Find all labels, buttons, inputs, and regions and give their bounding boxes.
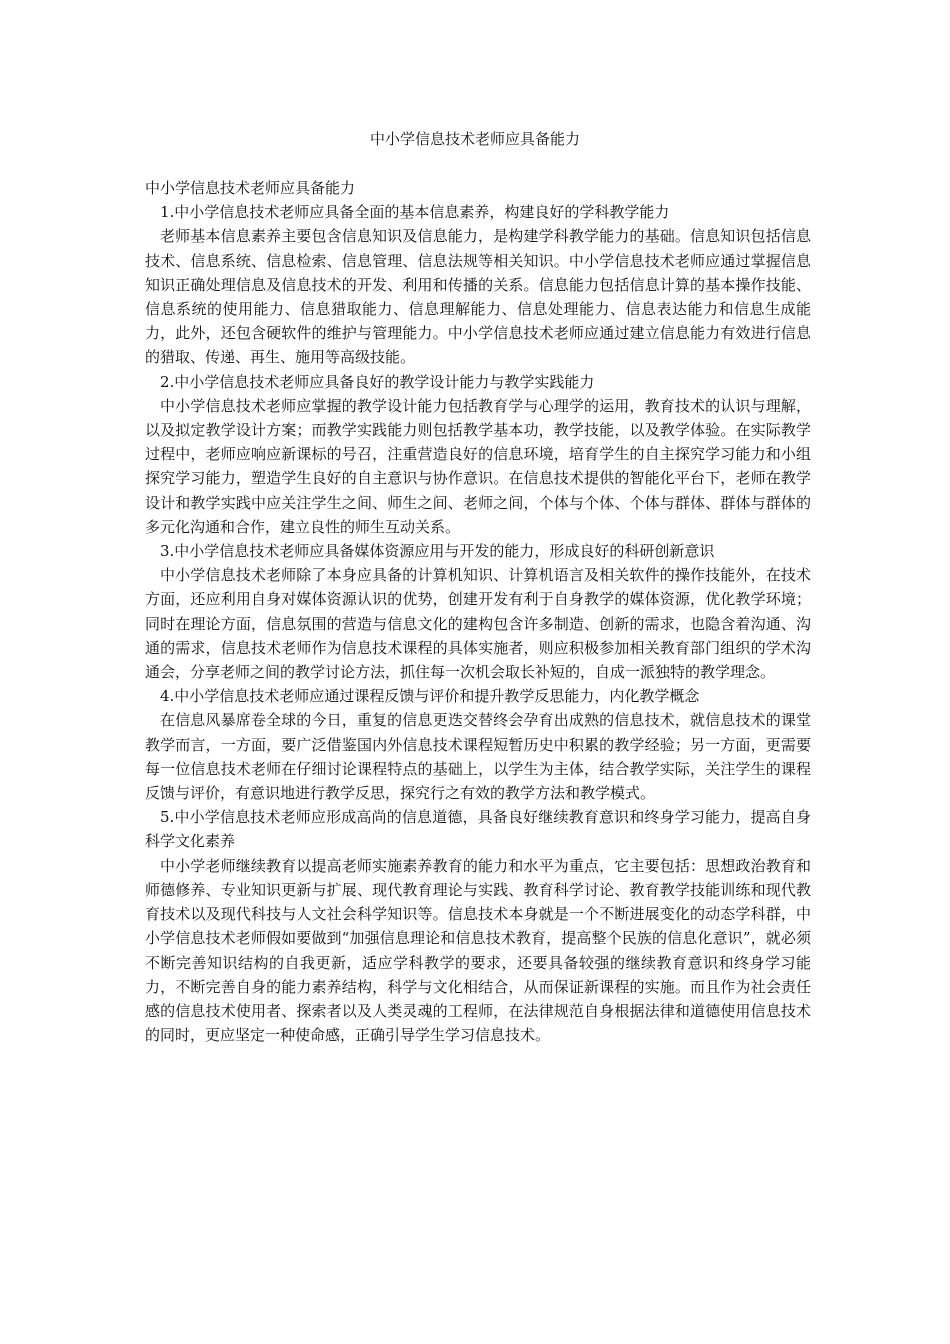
section-4-heading: 4.中小学信息技术老师应通过课程反馈与评价和提升教学反思能力，内化教学概念 — [160, 687, 700, 706]
section-4-body: 在信息风暴席卷全球的今日，重复的信息更迭交替终会孕育出成熟的信息技术，就信息技术的课堂教学而言，一方面，要广泛借鉴国内外信息技术课程短暂历史中积累的教学经验；另一方面，更需要每一位信息技术老师在仔细讨论课程特点的基础上，以学生为主体，结合教学实际，关注学生的课程反馈与评价，有意识地进行教学反思，探究行之有效的教学方法和教学模式。 — [145, 711, 811, 803]
document-title: 中小学信息技术老师应具备能力 — [369, 130, 580, 148]
section-2-heading: 2.中小学信息技术老师应具备良好的教学设计能力与教学实践能力 — [160, 372, 595, 391]
section-2-body: 中小学信息技术老师应掌握的教学设计能力包括教育学与心理学的运用，教育技术的认识与理解，以及拟定教学设计方案；而教学实践能力则包括教学基本功，教学技能，以及教学体验。在实际教学过程中，老师应响应新课标的号召，注重营造良好的信息环境，培育学生的自主探究学习能力和小组探究学习能力，塑造学生良好的自主意识与协作意识。在信息技术提供的智能化平台下，老师在教学设计和教学实践中应关注学生之间、师生之间、老师之间，个体与个体、个体与群体、群体与群体的多元化沟通和合作，建立良性的师生互动关系。 — [145, 396, 811, 536]
section-3-body: 中小学信息技术老师除了本身应具备的计算机知识、计算机语言及相关软件的操作技能外，在技术方面，还应利用自身对媒体资源认识的优势，创建开发有利于自身教学的媒体资源，优化教学环境；同时在理论方面，信息氛围的营造与信息文化的建构包含许多制造、创新的需求，也隐含着沟通、沟通的需求，信息技术老师作为信息技术课程的具体实施者，则应积极参加相关教育部门组织的学术沟通会，分享老师之间的教学讨论方法，抓住每一次机会取长补短的，自成一派独特的教学理念。 — [145, 566, 811, 682]
section-3-heading: 3.中小学信息技术老师应具备媒体资源应用与开发的能力，形成良好的科研创新意识 — [160, 542, 715, 561]
document-subtitle: 中小学信息技术老师应具备能力 — [145, 179, 356, 197]
section-1-body: 老师基本信息素养主要包含信息知识及信息能力，是构建学科教学能力的基础。信息知识包括信息技术、信息系统、信息检索、信息管理、信息法规等相关知识。中小学信息技术老师应通过掌握信息知识正确处理信息及信息技术的开发、利用和传播的关系。信息能力包括信息计算的基本操作技能、信息系统的使用能力、信息猎取能力、信息理解能力、信息处理能力、信息表达能力和信息生成能力，此外，还包含硬软件的维护与管理能力。中小学信息技术老师应通过建立信息能力有效进行信息的猎取、传递、再生、施用等高级技能。 — [145, 227, 811, 367]
document-body — [145, 176, 811, 1047]
section-5-heading: 5.中小学信息技术老师应形成高尚的信息道德，具备良好继续教育意识和终身学习能力，提高自身科学文化素养 — [145, 808, 811, 851]
section-1-heading: 1.中小学信息技术老师应具备全面的基本信息素养，构建良好的学科教学能力 — [160, 203, 670, 222]
section-5-body: 中小学老师继续教育以提高老师实施素养教育的能力和水平为重点，它主要包括：思想政治教育和师德修养、专业知识更新与扩展、现代教育理论与实践、教育科学讨论、教育教学技能训练和现代教育技术以及现代科技与人文社会科学知识等。信息技术本身就是一个不断进展变化的动态学科群，中小学信息技术老师假如要做到“加强信息理论和信息技术教育，提高整个民族的信息化意识”，就必须不断完善知识结构的自我更新，适应学科教学的要求，还要具备较强的继续教育意识和终身学习能力，不断完善自身的能力素养结构，科学与文化相结合，从而保证新课程的实施。而且作为社会责任感的信息技术使用者、探索者以及人类灵魂的工程师，在法律规范自身根据法律和道德使用信息技术的同时，更应坚定一种使命感，正确引导学生学习信息技术。 — [145, 856, 811, 1045]
